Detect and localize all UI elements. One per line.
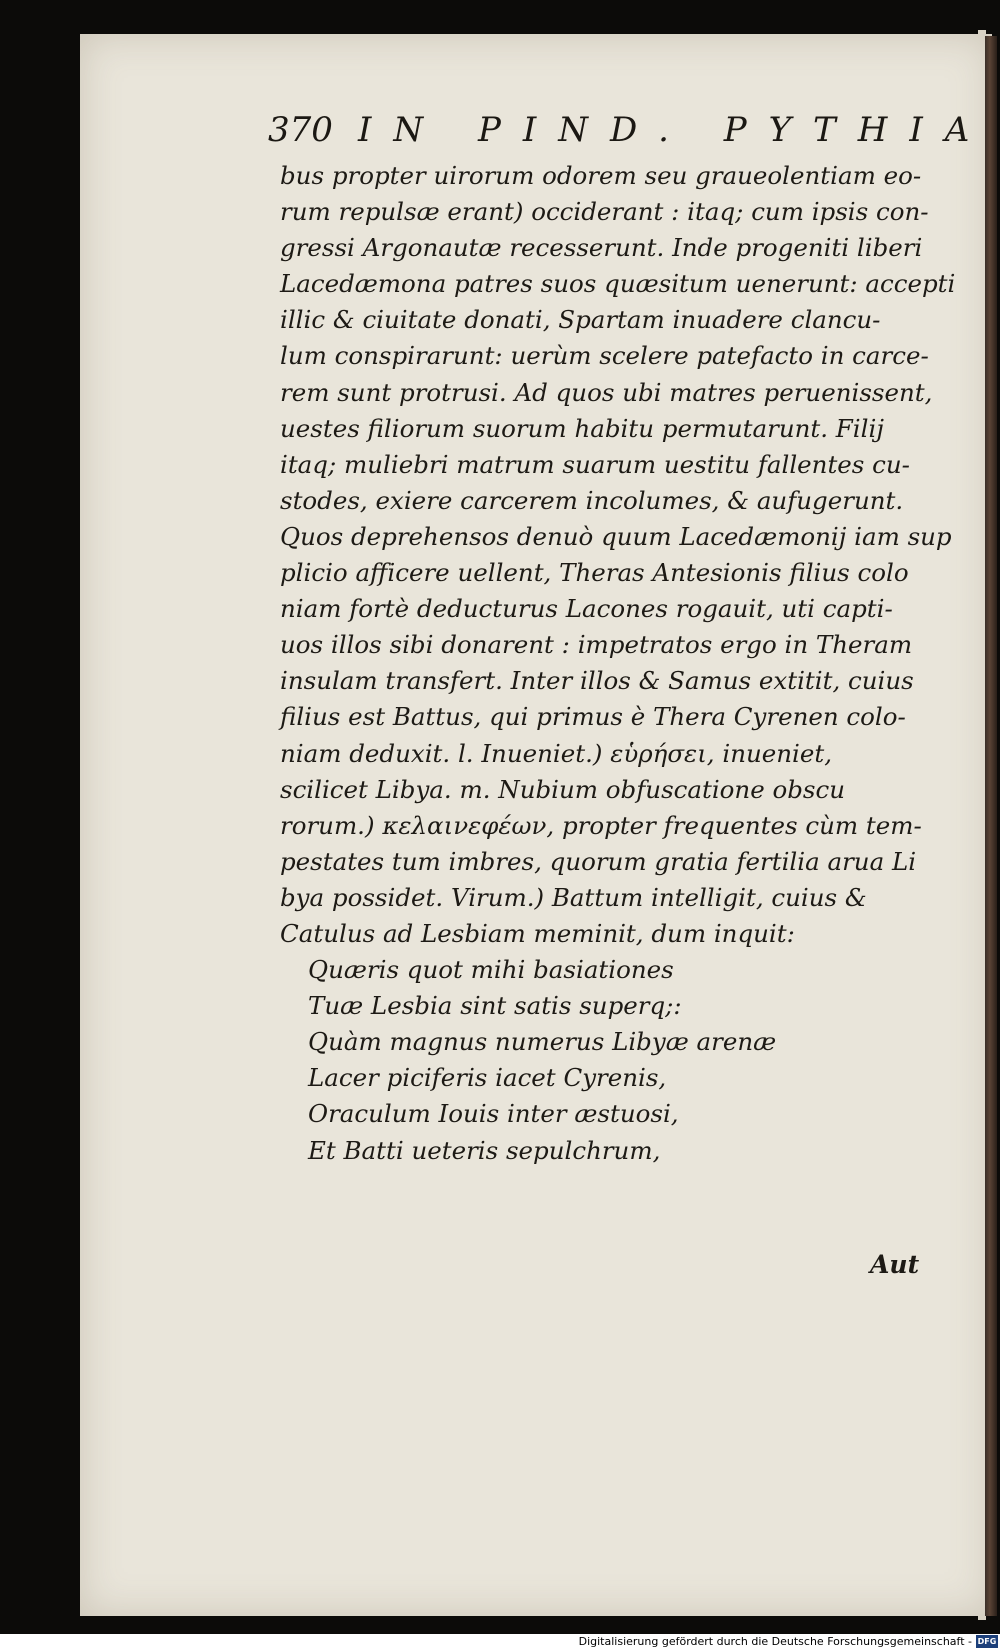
text-line: plicio afficere uellent, Theras Antesionis filius colo: [280, 558, 909, 588]
page-header: [268, 110, 992, 158]
page-number: 370: [268, 110, 333, 150]
text-line: Lacedæmona patres suos quæsitum uenerunt: accepti: [280, 269, 956, 299]
verse-line: Tuæ Lesbia sint satis superq;:: [308, 991, 682, 1021]
text-block: [280, 158, 956, 1169]
page-edge: [985, 36, 997, 1616]
text-line: stodes, exiere carcerem incolumes, & aufugerunt.: [280, 485, 904, 515]
text-line: filius est Battus, qui primus è Thera Cyrenen colo-: [280, 702, 906, 732]
text-line: niam fortè deducturus Lacones rogauit, uti capti-: [280, 594, 893, 624]
text-line: itaq; muliebri matrum suarum uestitu fallentes cu-: [280, 449, 910, 479]
footer-credit: Digitalisierung gefördert durch die Deutsche Forschungsgemeinschaft -: [578, 1635, 972, 1648]
verse-line: Quæris quot mihi basiationes: [308, 955, 674, 985]
text-line: scilicet Libya. m. Nubium obfuscatione obscu: [280, 774, 845, 804]
text-line: gressi Argonautæ recesserunt. Inde progeniti liberi: [280, 233, 923, 263]
catchword: Aut: [870, 1250, 920, 1279]
text-line: uestes filiorum suorum habitu permutarunt. Filij: [280, 413, 884, 443]
text-line: rorum.) κελαινεφέων, propter frequentes cùm tem-: [280, 810, 922, 840]
text-line: illic & ciuitate donati, Spartam inuadere clancu-: [280, 305, 881, 335]
text-line: niam deduxit. l. Inueniet.) εὑρήσει, inueniet,: [280, 738, 833, 768]
verse-line: Lacer piciferis iacet Cyrenis,: [308, 1063, 667, 1093]
running-head: IN PIND. PYTHIA: [358, 110, 992, 150]
verse-line: Oraculum Iouis inter æstuosi,: [308, 1099, 679, 1129]
text-line: Quos deprehensos denuò quum Lacedæmonij iam sup: [280, 521, 952, 551]
text-line: insulam transfert. Inter illos & Samus extitit, cuius: [280, 666, 914, 696]
text-line: bus propter uirorum odorem seu graueolentiam eo-: [280, 161, 922, 190]
text-line: bya possidet. Virum.) Battum intelligit, cuius &: [280, 882, 867, 912]
text-line: uos illos sibi donarent : impetratos ergo in Theram: [280, 630, 913, 660]
verse-line: Quàm magnus numerus Libyæ arenæ: [308, 1027, 777, 1057]
text-line: Catulus ad Lesbiam meminit, dum inquit:: [280, 918, 795, 948]
text-line: rum repulsæ erant) occiderant : itaq; cum ipsis con-: [280, 197, 929, 227]
text-line: pestates tum imbres, quorum gratia fertilia arua Li: [280, 846, 917, 876]
verse-line: Et Batti ueteris sepulchrum,: [308, 1135, 661, 1165]
text-line: rem sunt protrusi. Ad quos ubi matres peruenissent,: [280, 377, 933, 407]
text-line: lum conspirarunt: uerùm scelere patefacto in carce-: [280, 341, 929, 371]
dfg-logo: DFG: [977, 1637, 997, 1646]
footer-bar: [0, 1634, 1000, 1650]
